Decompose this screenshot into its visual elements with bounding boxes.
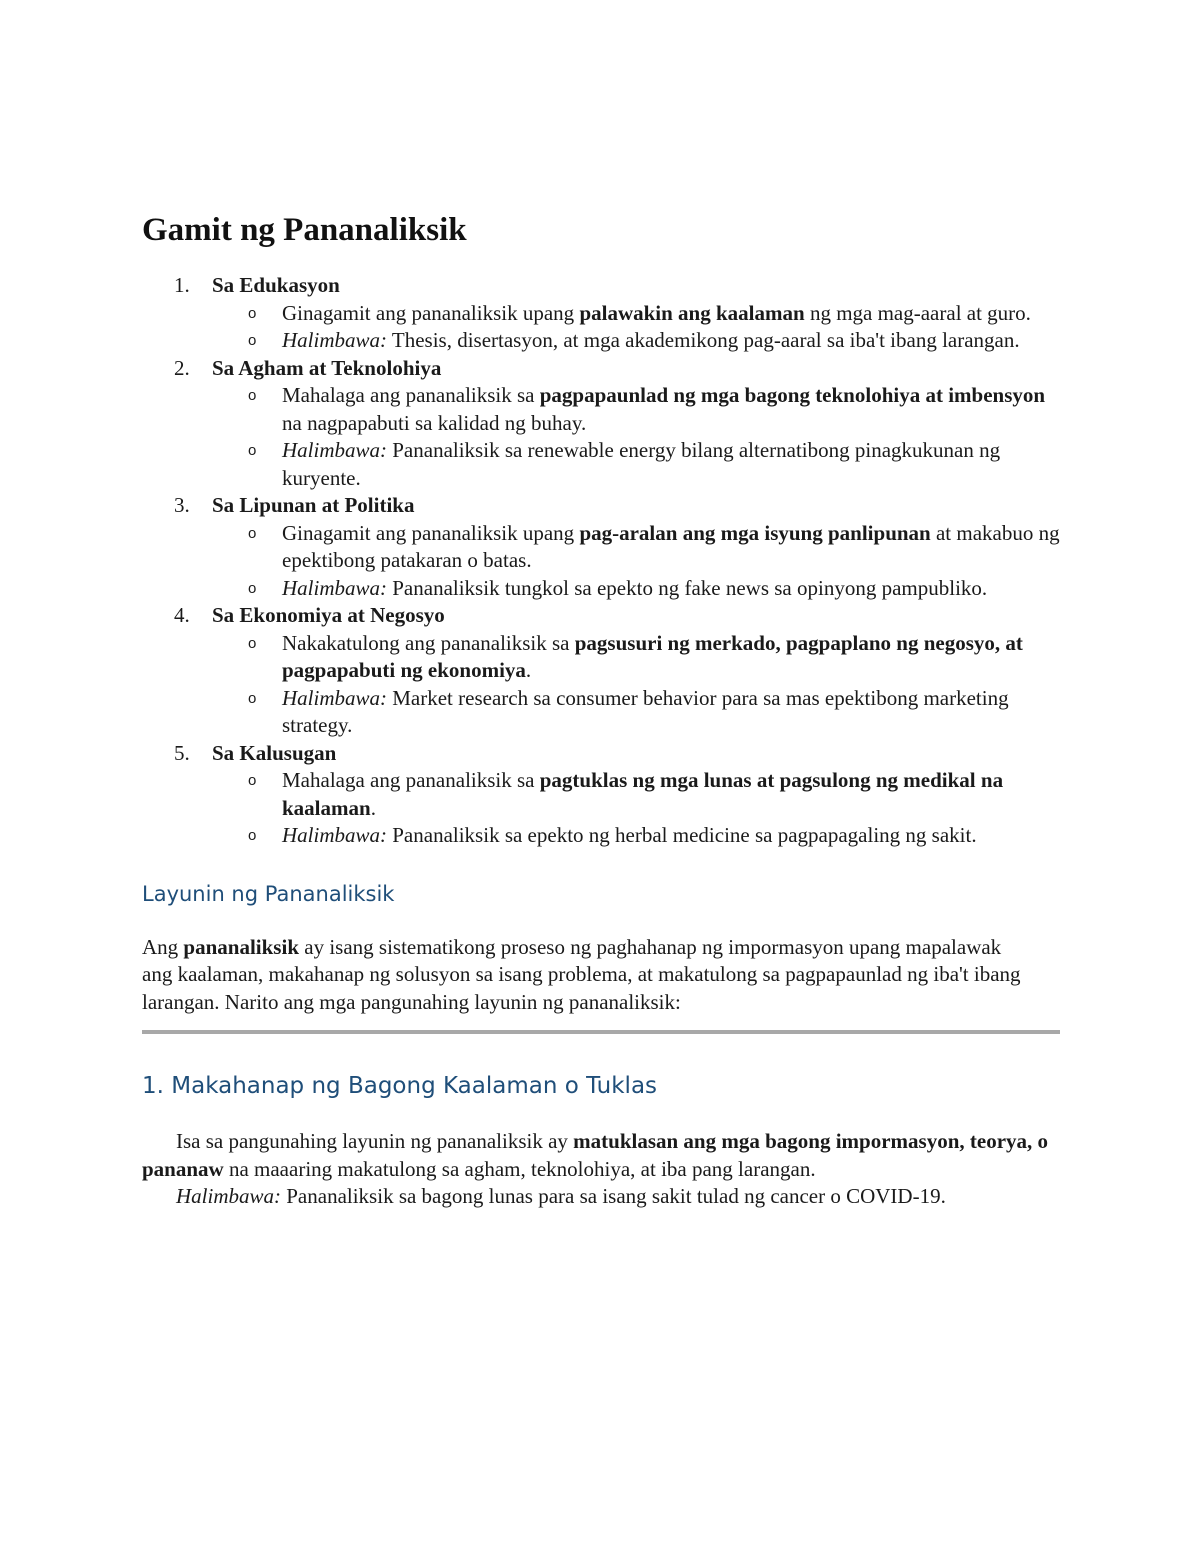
text-run: na maaaring makatulong sa agham, teknolohiya, at iba pang larangan. <box>223 1156 816 1181</box>
sub-list-item <box>212 575 1062 603</box>
text-run: at makabuo ng epektibong patakaran o batas. <box>282 520 1060 572</box>
bullet-icon: o <box>248 524 257 542</box>
list-number: 5. <box>174 740 190 765</box>
bullet-icon: o <box>248 442 257 459</box>
text-run: Ginagamit ang pananaliksik upang <box>282 300 580 325</box>
text-run: Ginagamit ang pananaliksik upang <box>282 520 580 545</box>
list-item <box>142 492 1062 602</box>
sub-list-item <box>212 300 1062 328</box>
bold-text: pag-aralan ang mga isyung panlipunan <box>579 520 931 545</box>
text-run: Pananaliksik sa renewable energy bilang alternatibong pinagkukunan ng kuryente. <box>282 438 1001 490</box>
bullet-icon: o <box>248 634 257 652</box>
text-run: . <box>370 795 376 820</box>
document-content <box>142 208 1062 1211</box>
example-label: Halimbawa: <box>282 823 387 847</box>
section-heading-1: 1. Makahanap ng Bagong Kaalaman o Tuklas <box>142 1073 658 1099</box>
bullet-icon: o <box>248 332 257 349</box>
example-label: Halimbawa: <box>282 685 387 710</box>
text-run: Mahalaga ang pananaliksik sa <box>282 768 540 792</box>
sub-list-item <box>212 520 1062 575</box>
list-item-heading: Sa Lipunan at Politika <box>212 493 415 517</box>
sub-list-item <box>212 630 1062 685</box>
list-item-heading: Sa Kalusugan <box>212 740 337 765</box>
uses-list <box>142 272 1062 850</box>
section-heading-layunin: Layunin ng Pananaliksik <box>142 881 395 906</box>
bold-text: pagtuklas ng mga lunas at pagsulong ng medikal na kaalaman <box>282 768 1004 820</box>
text-run: Market research sa consumer behavior para sa mas epektibong marketing strategy. <box>282 685 1009 737</box>
list-item <box>142 355 1062 493</box>
text-run: Ang <box>142 934 184 959</box>
example-label: Halimbawa: <box>282 575 387 600</box>
example-label: Halimbawa: <box>282 438 387 462</box>
sub-list <box>212 300 1062 355</box>
list-number: 2. <box>174 355 190 380</box>
list-item <box>142 272 1062 355</box>
sub-list-item <box>212 437 1062 492</box>
sub-list-item <box>212 382 1062 437</box>
text-run: Isa sa pangunahing layunin ng pananaliksik ay <box>176 1129 574 1153</box>
text-run: ng mga mag-aaral at guro. <box>804 300 1031 325</box>
sub-list-item <box>212 767 1062 822</box>
bold-text: palawakin ang kaalaman <box>579 300 805 325</box>
example-label: Halimbawa: <box>176 1184 281 1208</box>
page-title: Gamit ng Pananaliksik <box>142 212 467 248</box>
sub-list-item <box>212 822 1062 850</box>
bullet-icon: o <box>248 689 257 707</box>
list-item-heading: Sa Edukasyon <box>212 273 340 297</box>
bullet-icon: o <box>248 579 257 597</box>
bold-text: pagpapaunlad ng mga bagong teknolohiya at imbensyon <box>539 383 1046 407</box>
example-paragraph <box>142 1183 1062 1211</box>
list-number: 3. <box>174 493 190 517</box>
text-run: Thesis, disertasyon, at mga akademikong pag-aaral sa iba't ibang larangan. <box>387 328 1020 352</box>
body-paragraph <box>142 1128 1057 1183</box>
text-run: Pananaliksik tungkol sa epekto ng fake news sa opinyong pampubliko. <box>387 575 988 600</box>
text-run: Mahalaga ang pananaliksik sa <box>282 383 540 407</box>
text-run: Pananaliksik sa epekto ng herbal medicine sa pagpapagaling ng sakit. <box>387 823 977 847</box>
bullet-icon: o <box>248 387 257 404</box>
list-item <box>142 740 1062 850</box>
example-label: Halimbawa: <box>282 328 387 352</box>
sub-list <box>212 382 1062 492</box>
bullet-icon: o <box>248 827 257 844</box>
list-item <box>142 602 1062 740</box>
text-run: Nakakatulong ang pananaliksik sa <box>282 630 575 655</box>
bold-text: matuklasan ang mga bagong impormasyon, teorya, o pananaw <box>142 1129 1049 1181</box>
sub-list <box>212 767 1062 850</box>
sub-list <box>212 520 1062 603</box>
bullet-icon: o <box>248 772 257 789</box>
sub-list <box>212 630 1062 740</box>
bold-text: pananaliksik <box>183 934 299 959</box>
list-item-heading: Sa Ekonomiya at Negosyo <box>212 603 445 627</box>
list-item-heading: Sa Agham at Teknolohiya <box>212 355 442 380</box>
sub-list-item <box>212 327 1062 355</box>
text-run: ay isang sistematikong proseso ng paghahanap ng impormasyon upang mapalawak ang kaalaman, makahanap ng solusyon sa isang problema, at makatulong sa pagpapaunlad ng iba't ibang larangan. Narito ang mga pangunahing layunin ng pananaliksik: <box>142 934 1021 1014</box>
text-run: Pananaliksik sa bagong lunas para sa isang sakit tulad ng cancer o COVID-19. <box>281 1184 946 1208</box>
horizontal-divider <box>142 1030 1060 1034</box>
list-number: 4. <box>174 603 190 627</box>
bullet-icon: o <box>248 304 257 322</box>
text-run: na nagpapabuti sa kalidad ng buhay. <box>282 410 587 435</box>
intro-paragraph <box>142 934 1022 1017</box>
text-run: . <box>525 658 532 682</box>
list-number: 1. <box>174 273 190 297</box>
sub-list-item <box>212 685 1062 740</box>
bold-text: pagsusuri ng merkado, pagpaplano ng negosyo, at pagpapabuti ng ekonomiya <box>282 630 1023 682</box>
